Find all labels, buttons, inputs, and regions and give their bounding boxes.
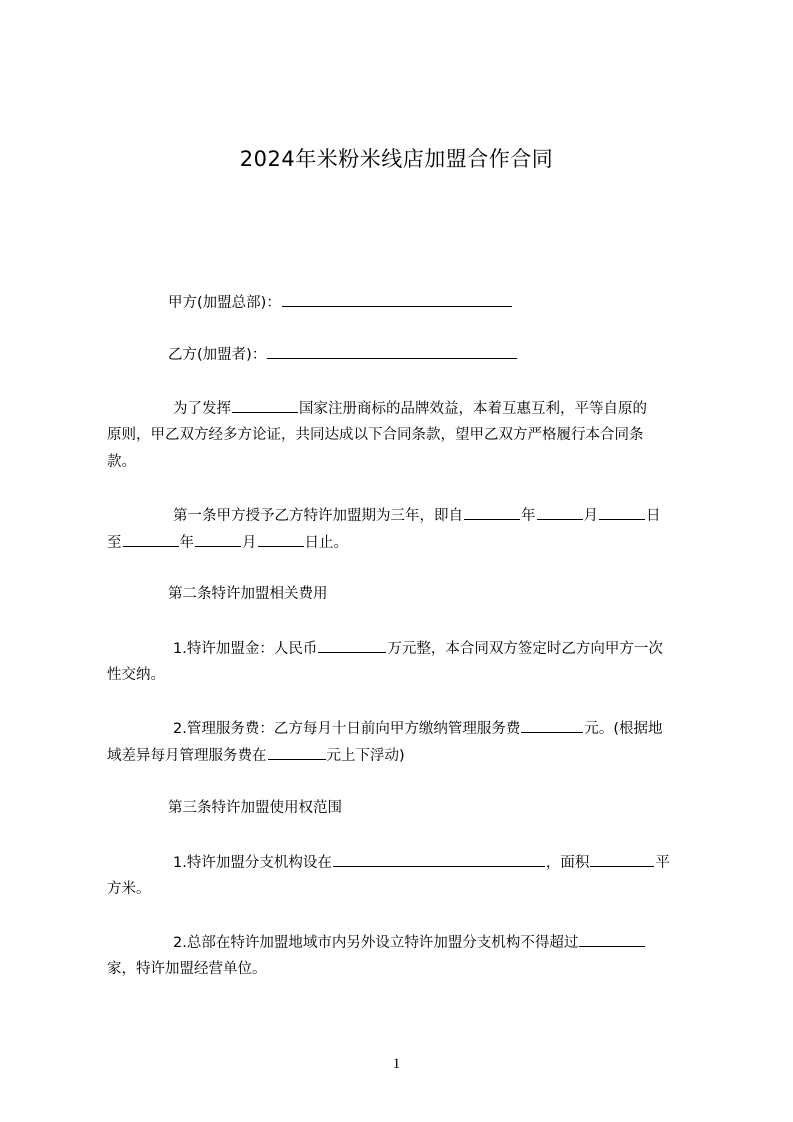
item-text: 元上下浮动)	[326, 748, 405, 764]
item-text: 万元整，本合同双方签定时乙方向甲方一次	[387, 641, 663, 657]
item-text: 平	[655, 855, 670, 871]
article2-item1-line-2: 性交纳。	[107, 667, 165, 683]
preamble-line-3: 款。	[107, 454, 136, 470]
start-day-blank	[599, 505, 645, 520]
party-b-label: 乙方(加盟者)：	[168, 347, 267, 363]
year-label: 年	[521, 508, 536, 524]
party-a-blank	[282, 292, 512, 307]
party-a-label: 甲方(加盟总部)：	[168, 295, 281, 311]
party-b-line	[168, 344, 518, 365]
preamble-text: 国家注册商标的品牌效益，本着互惠互利，平等自原的	[299, 401, 647, 417]
article2-heading: 第二条特许加盟相关费用	[168, 586, 328, 602]
franchise-fee-blank	[318, 638, 386, 653]
fee-range-blank	[268, 745, 326, 760]
preamble-line-1	[173, 398, 647, 419]
preamble-line-2: 原则，甲乙双方经多方论证，共同达成以下合同条款，望甲乙双方严格履行本合同条	[107, 427, 644, 443]
location-blank	[333, 852, 545, 867]
area-blank	[590, 852, 654, 867]
item-text: 2.管理服务费：乙方每月十日前向甲方缴纳管理服务费	[173, 721, 521, 737]
to-label: 至	[107, 535, 122, 551]
article3-item2-line-1	[173, 932, 646, 953]
article3-item1-line-1	[173, 852, 670, 873]
start-year-blank	[464, 505, 520, 520]
brand-blank	[232, 398, 298, 413]
end-label: 日止。	[304, 535, 348, 551]
party-b-blank	[267, 344, 517, 359]
end-year-blank	[123, 532, 179, 547]
item-text: 域差异每月管理服务费在	[107, 748, 267, 764]
item-text: 2.总部在特许加盟地域市内另外设立特许加盟分支机构不得超过	[173, 935, 579, 951]
document-title: 2024年米粉米线店加盟合作合同	[239, 147, 554, 171]
preamble-text: 为了发挥	[173, 401, 231, 417]
article1-text: 第一条甲方授予乙方特许加盟期为三年，即自	[173, 508, 463, 524]
article2-item2-line-1	[173, 718, 663, 739]
year-label: 年	[179, 535, 194, 551]
branch-limit-blank	[579, 932, 645, 947]
article3-heading: 第三条特许加盟使用权范围	[168, 800, 342, 816]
article1-line-2	[107, 532, 707, 553]
month-label: 月	[242, 535, 257, 551]
service-fee-blank	[521, 718, 583, 733]
end-month-blank	[195, 532, 241, 547]
item-text: 1.特许加盟金：人民币	[173, 641, 318, 657]
page-number: 1	[392, 1056, 401, 1072]
item-text: 1.特许加盟分支机构设在	[173, 855, 332, 871]
item-text: ，面积	[545, 855, 590, 871]
article3-item1-line-2: 方米。	[107, 881, 151, 897]
item-text: 元。(根据地	[584, 721, 663, 737]
article2-item2-line-2	[107, 745, 707, 766]
month-label: 月	[583, 508, 598, 524]
end-day-blank	[258, 532, 304, 547]
start-month-blank	[537, 505, 583, 520]
article2-item1-line-1	[173, 638, 663, 659]
day-label: 日	[646, 508, 661, 524]
party-a-line	[168, 292, 513, 313]
article1-line-1	[173, 505, 661, 526]
article3-item2-line-2: 家，特许加盟经营单位。	[107, 961, 267, 977]
